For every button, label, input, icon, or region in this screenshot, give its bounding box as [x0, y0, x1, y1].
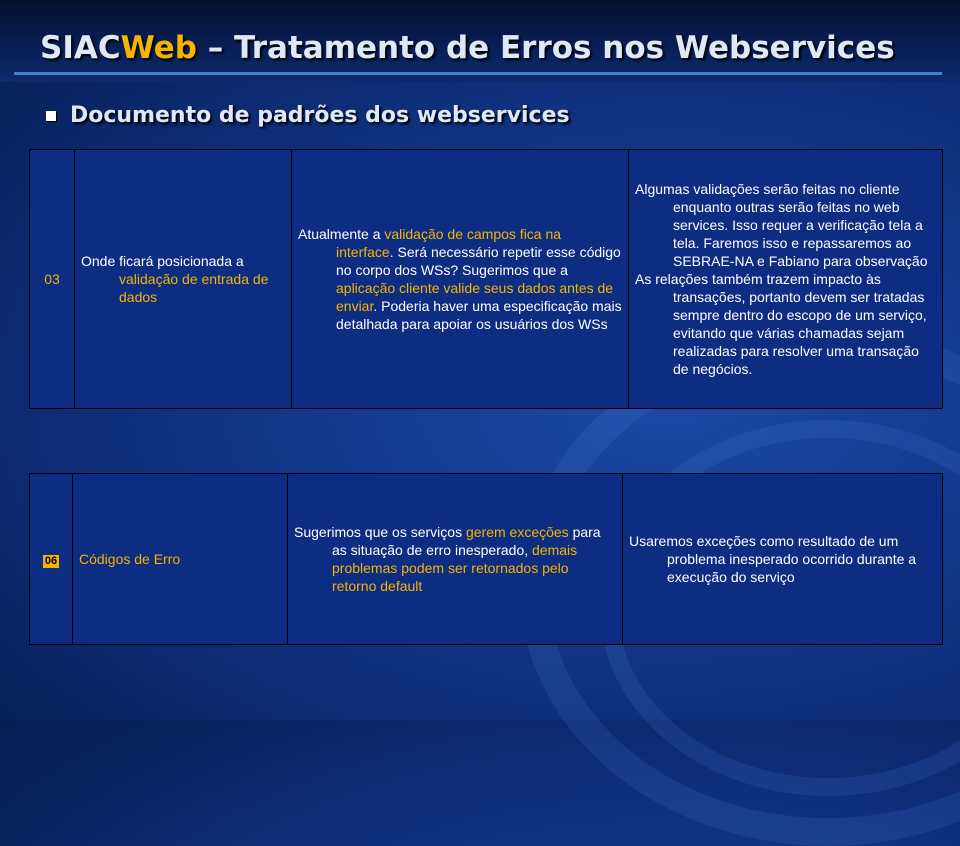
text-segment: para as situação de erro inesperado,: [332, 524, 601, 558]
highlighted-text: aplicação cliente valide seus dados antes de enviar: [336, 280, 614, 314]
row-number-cell: [30, 474, 73, 645]
row-number-cell: [30, 150, 75, 409]
suggestion-text: [294, 523, 616, 595]
requirements-table-06: [29, 473, 943, 645]
text-segment: Onde ficará posicionada a: [81, 253, 244, 269]
topic-text: [81, 252, 285, 306]
title-rest: – Tratamento de Erros nos Webservices: [196, 30, 895, 66]
text-segment: Sugerimos que os serviços: [294, 524, 466, 540]
title-accent: Web: [120, 30, 197, 66]
response-paragraph: Algumas validações serão feitas no cliente enquanto outras serão feitas no web services. Isso requer a verificação tela a tela. Faremos isso e repassaremos ao SEBRAE-NA e Fabiano para observação: [635, 181, 928, 269]
topic-cell: [73, 474, 288, 645]
suggestion-cell: [288, 474, 623, 645]
square-bullet-icon: [46, 111, 56, 121]
suggestion-cell: [292, 150, 629, 409]
text-segment: Atualmente a: [298, 226, 385, 242]
response-cell: [629, 150, 943, 409]
response-paragraph: As relações também trazem impacto às transações, portanto devem ser tratadas sempre dentro do escopo de um serviço, evitando que várias chamadas sejam realizadas para resolver uma transação de negócios.: [635, 271, 927, 377]
topic-text: [79, 550, 281, 568]
text-segment: . Poderia haver uma especificação mais detalhada para apoiar os usuários dos WSs: [336, 298, 622, 332]
highlighted-text: demais problemas podem ser retornados pelo retorno default: [332, 542, 578, 594]
highlighted-text: gerem exceções: [465, 524, 569, 540]
text-segment: . Será necessário repetir esse código no corpo dos WSs? Sugerimos que a: [336, 244, 621, 278]
table-row: [30, 474, 943, 645]
row-number: 06: [44, 555, 58, 567]
slide-title: [40, 30, 895, 66]
requirements-table-03: [29, 149, 943, 409]
table-row: [30, 150, 943, 409]
row-number: 03: [44, 271, 60, 287]
suggestion-text: [298, 225, 622, 333]
response-cell: [623, 474, 943, 645]
bullet-text: Documento de padrões dos webservices: [70, 103, 570, 128]
response-paragraph: Usaremos exceções como resultado de um problema inesperado ocorrido durante a execução do serviço: [629, 533, 917, 585]
highlighted-text: Códigos de Erro: [79, 551, 181, 567]
highlighted-text: validação de campos fica na interface: [336, 226, 562, 260]
title-prefix: SIAC: [40, 30, 121, 66]
topic-cell: [75, 150, 292, 409]
highlighted-text: validação de entrada de dados: [119, 271, 269, 305]
bullet-item: [46, 103, 570, 128]
title-underline: [14, 72, 942, 75]
